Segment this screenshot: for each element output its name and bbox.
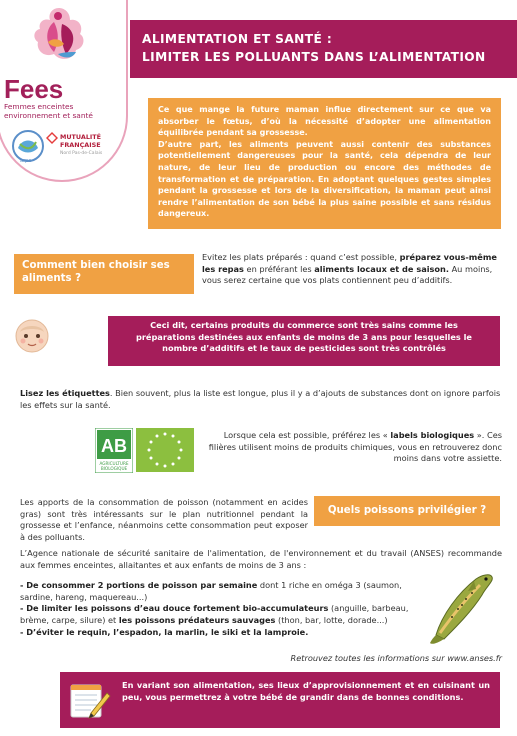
anses-source-text: Retrouvez toutes les informations sur www.anses.fr [290,653,502,663]
page-title-line-1: ALIMENTATION ET SANTÉ : [142,32,333,46]
brand-tagline [4,102,116,120]
recommendation-3: - D’éviter le requin, l’espadon, la marlin, le siki et la lamproie. [20,627,309,637]
partner-mutualite-region: Nord Pas-de-Calais [60,151,103,156]
intro-paragraph-2: D’autre part, les aliments peuvent aussi contenir des substances potentiellement dangereuses pour la santé, cela dépendra de leur nature, de leur lieu de production ou encore des méthodes de transformation et de préparation. En adoptant quelques gestes simples pendant la grossesse et lors de la diversification, la maman peut ainsi rendre l’alimentation de son bébé la plus saine possible et sans résidus dangereux. [158,139,491,219]
partner-arpe-label: arpe [20,158,32,164]
ab-organic-label-icon [95,428,133,473]
fees-logo-icon [24,2,94,72]
page-title [130,20,517,78]
intro-box [148,98,501,229]
fish-intro-text: Les apports de la consommation de poisson (notamment en acides gras) sont très intéressants sur le plan nutritionnel pendant la grossesse et l’enfance, néanmoins cette consommation peut exposer à des polluants. [20,497,308,542]
question-choose-food: Comment bien choisir ses aliments ? [14,254,194,294]
brand-tagline-1: Femmes enceintes [4,102,74,111]
ab-label-letters: AB [101,436,127,456]
organic-labels-text: Lorsque cela est possible, préférez les « labels biologiques ». Ces filières utilisent moins de produits chimiques, vous en retrouverez donc moins dans votre assiette. [208,430,502,464]
anses-intro-text: L’Agence nationale de sécurité sanitaire de l'alimentation, de l'environnement et du travail (ANSES) recommande aux femmes enceintes, allaitantes et aux enfants de moins de 3 ans : [20,548,502,570]
ab-label-caption-1: AGRICULTURE [99,461,129,466]
intro-paragraph-1: Ce que mange la future maman influe directement sur ce que va absorber le fœtus, d’où la nécessité d’adopter une alimentation équilibrée pendant sa grossesse. [158,105,491,138]
ab-label-caption-2: BIOLOGIQUE [100,466,128,471]
partner-mutualite-label: MUTUALITÉ FRANÇAISE [60,133,102,149]
question-which-fish: Quels poissons privilégier ? [314,496,500,526]
brand-tagline-2: environnement et santé [4,111,93,120]
read-labels-text: Lisez les étiquettes. Bien souvent, plus la liste est longue, plus il y a d’ajouts de substances dont on ignore parfois les effets sur la santé. [20,388,501,410]
page-title-line-2: LIMITER LES POLLUANTS DANS L’ALIMENTATION [142,50,486,64]
eu-organic-leaf-icon [136,428,194,472]
conclusion-box: En variant son alimentation, ses lieux d’approvisionnement et en cuisinant un peu, vous permettrez à votre bébé de grandir dans de bonnes conditions. [60,672,500,728]
trout-fish-icon [428,565,500,647]
commercial-products-callout: Ceci dit, certains produits du commerce sont très sains comme les préparations destinées aux enfants de moins de 3 ans pour lesquelles le nombre d’additifs et le taux de pesticides sont très contrôlés [108,316,500,366]
baby-icon [14,318,50,354]
recommendation-1: - De consommer 2 portions de poisson par semaine dont 1 riche en oméga 3 (saumon, sardine, hareng, maquereau...) [20,580,402,602]
logo-panel [0,0,128,182]
notepad-pencil-icon [67,681,111,721]
prepared-meals-text: Evitez les plats préparés : quand c’est possible, préparez vous-même les repas en préférant les aliments locaux et de saison. Au moins, vous serez certaine que vos plats contiennent peu d’additifs. [202,252,497,286]
brand-name: Fees [4,74,64,104]
recommendation-2: - De limiter les poissons d’eau douce fortement bio-accumulateurs (anguille, barbeau, brème, carpe, silure) et les poissons prédateurs sauvages (thon, bar, lotte, dorade...) [20,603,409,625]
